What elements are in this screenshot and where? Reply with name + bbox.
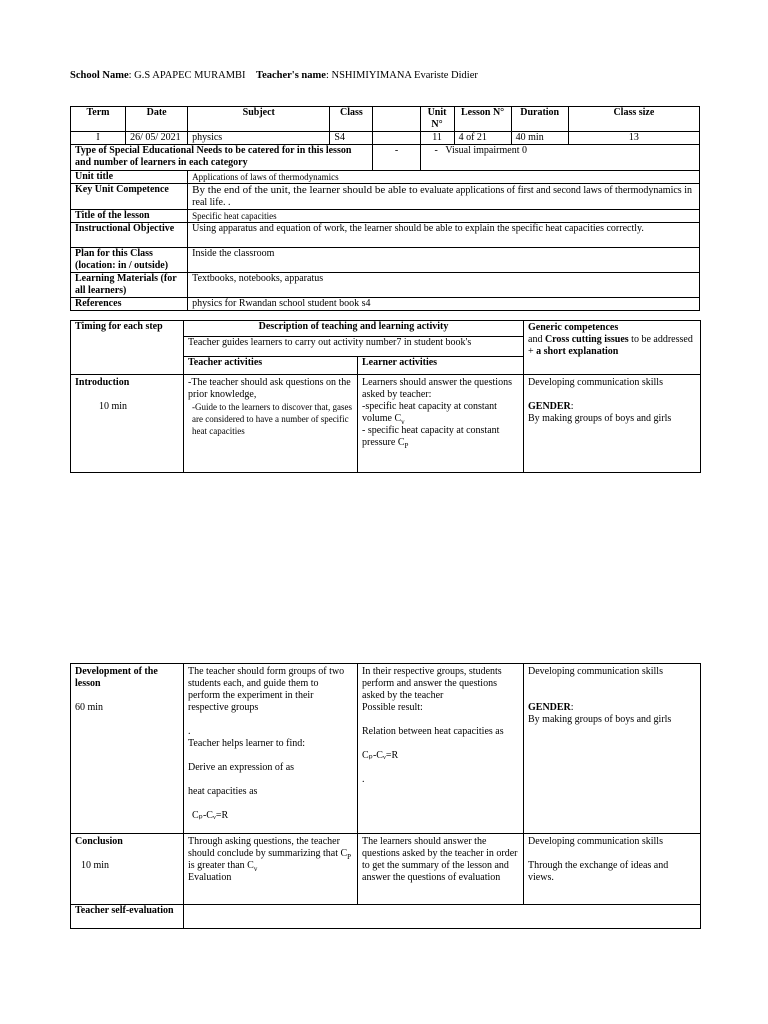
generic-header — [524, 321, 701, 375]
dev-generic-2: GENDER: — [528, 702, 574, 713]
dev-learner-dot: . — [362, 774, 365, 785]
class-size-header: Class size — [568, 107, 699, 132]
introduction-time: 10 min — [99, 401, 128, 412]
conclusion-generic — [524, 834, 701, 905]
guide-text: Teacher guides learners to carry out activity number7 in student book's — [184, 337, 524, 357]
unit-title-value: Applications of laws of thermodynamics — [188, 171, 700, 184]
header-line — [70, 70, 478, 81]
development-generic — [524, 664, 701, 834]
lesson-title-row — [71, 210, 700, 223]
teacher-label: Teacher's name — [256, 70, 326, 81]
special-needs-dash-2: - — [434, 145, 438, 156]
development-learner — [358, 664, 524, 834]
unit-value: 11 — [420, 132, 454, 145]
objective-value: Using apparatus and equation of work, the learner should be able to explain the specific heat capacities correctly. — [188, 223, 700, 248]
introduction-learner — [358, 375, 524, 473]
unit-title-label: Unit title — [71, 171, 188, 184]
development-time: 60 min — [75, 702, 104, 713]
lesson-header: Lesson N° — [454, 107, 511, 132]
conclusion-step — [71, 834, 184, 905]
conclusion-time: 10 min — [81, 860, 110, 871]
conclusion-teacher — [184, 834, 358, 905]
teacher-activities-header: Teacher activities — [184, 357, 358, 375]
intro-generic-3: By making groups of boys and girls — [528, 413, 672, 424]
duration-header: Duration — [511, 107, 568, 132]
class-header: Class — [330, 107, 373, 132]
references-value: physics for Rwandan school student book s4 — [188, 298, 700, 311]
timing-header: Timing for each step — [71, 321, 184, 375]
subject-value: physics — [188, 132, 330, 145]
date-header: Date — [126, 107, 188, 132]
special-needs-label: Type of Special Educational Needs to be catered for in this lesson and number of learners in each category — [71, 145, 373, 171]
key-competence-row — [71, 184, 700, 210]
introduction-teacher — [184, 375, 358, 473]
conclusion-label: Conclusion — [75, 836, 123, 847]
intro-learner-3: - specific heat capacity at constant pressure $C_P$ — [362, 425, 500, 450]
dev-generic-1: Developing communication skills — [528, 666, 663, 677]
key-competence-value — [188, 184, 700, 210]
plan-row — [71, 248, 700, 273]
empty-header-cell — [373, 107, 420, 132]
development-step — [71, 664, 184, 834]
concl-generic-2: Through the exchange of ideas and views. — [528, 860, 669, 883]
intro-learner-2: -specific heat capacity at constant volume $C_v$ — [362, 401, 497, 426]
special-needs-row — [71, 145, 700, 171]
activity-table-continued — [70, 663, 701, 929]
dev-learner-1: In their respective groups, students perform and answer the questions asked by the teacher — [362, 666, 502, 701]
dev-teacher-formula: Cₚ-Cᵥ=R — [192, 810, 229, 821]
special-needs-dash-1: - — [373, 145, 420, 171]
dev-learner-3: Relation between heat capacities as — [362, 726, 504, 737]
term-value: I — [71, 132, 126, 145]
generic-header-a: Generic competences — [528, 322, 619, 333]
introduction-row — [71, 375, 701, 473]
dev-teacher-2: Teacher helps learner to find: — [188, 738, 306, 749]
concl-teacher-1: Through asking questions, the teacher should conclude by summarizing that $C_P$ is greater than $C_v$ — [188, 836, 352, 873]
plan-value: Inside the classroom — [188, 248, 700, 273]
self-evaluation-value — [184, 905, 701, 929]
introduction-label: Introduction — [75, 377, 130, 388]
special-needs-value: Visual impairment 0 — [445, 145, 527, 156]
development-label: Development of the lesson — [75, 666, 158, 689]
lesson-info-table — [70, 106, 700, 311]
objective-row — [71, 223, 700, 248]
lesson-title-label: Title of the lesson — [71, 210, 188, 223]
references-label: References — [71, 298, 188, 311]
intro-learner-1: Learners should answer the questions asked by teacher: — [362, 377, 512, 400]
teacher-value: : NSHIMIYIMANA Evariste Didier — [325, 70, 478, 81]
key-competence-part-b: evaluate applications of first and second laws of thermodynamics in real life. . — [192, 185, 692, 208]
materials-label: Learning Materials (for all learners) — [71, 273, 188, 298]
dev-teacher-1: The teacher should form groups of two students each, and guide them to perform the experiment in their respective groups — [188, 666, 345, 713]
references-row — [71, 298, 700, 311]
dev-generic-3: By making groups of boys and girls — [528, 714, 672, 725]
class-size-value: 13 — [568, 132, 699, 145]
conclusion-learner — [358, 834, 524, 905]
learner-activities-header: Learner activities — [358, 357, 524, 375]
key-competence-part-a: By the end of the unit, the learner should be able to — [192, 184, 418, 196]
intro-generic-2: GENDER: — [528, 401, 574, 412]
key-competence-label: Key Unit Competence — [71, 184, 188, 210]
concl-generic-1: Developing communication skills — [528, 836, 663, 847]
intro-teacher-1: -The teacher should ask questions on the prior knowledge, — [188, 377, 351, 400]
plan-label: Plan for this Class (location: in / outside) — [71, 248, 188, 273]
conclusion-row — [71, 834, 701, 905]
introduction-generic — [524, 375, 701, 473]
self-evaluation-row — [71, 905, 701, 929]
dev-learner-formula: Cₚ-Cᵥ=R — [362, 750, 399, 761]
description-header: Description of teaching and learning activity — [184, 321, 524, 337]
materials-value: Textbooks, notebooks, apparatus — [188, 273, 700, 298]
special-needs-value-cell — [420, 145, 699, 171]
term-header: Term — [71, 107, 126, 132]
school-value: : G.S APAPEC MURAMBI — [128, 70, 246, 81]
info-header-row — [71, 107, 700, 132]
lesson-value: 4 of 21 — [454, 132, 511, 145]
info-value-row — [71, 132, 700, 145]
activity-table — [70, 320, 701, 473]
generic-header-c: Cross cutting issues — [544, 334, 629, 345]
concl-teacher-2: Evaluation — [188, 872, 232, 883]
concl-learner-1: The learners should answer the questions asked by the teacher in order to get the summary of the lesson and answer the questions of evaluation — [362, 836, 518, 883]
generic-header-b: and — [528, 334, 543, 345]
introduction-step — [71, 375, 184, 473]
self-evaluation-label: Teacher self-evaluation — [71, 905, 184, 929]
development-row — [71, 664, 701, 834]
intro-generic-1: Developing communication skills — [528, 377, 663, 388]
generic-header-e: a short explanation — [536, 346, 619, 357]
dev-teacher-4: heat capacities as — [188, 786, 258, 797]
dev-learner-2: Possible result: — [362, 702, 423, 713]
unit-header: Unit N° — [420, 107, 454, 132]
school-label: School Name — [70, 70, 129, 81]
materials-row — [71, 273, 700, 298]
class-value: S4 — [330, 132, 373, 145]
dev-teacher-3: Derive an expression of as — [188, 762, 295, 773]
intro-teacher-2: -Guide to the learners to discover that, gases are considered to have a number of specific heat capacities — [192, 402, 352, 436]
subject-header: Subject — [188, 107, 330, 132]
objective-label: Instructional Objective — [71, 223, 188, 248]
generic-header-d: to be addressed + — [528, 334, 693, 357]
unit-title-row — [71, 171, 700, 184]
development-teacher — [184, 664, 358, 834]
empty-value-cell — [373, 132, 420, 145]
date-value: 26/ 05/ 2021 — [126, 132, 188, 145]
dev-teacher-dot: . — [188, 726, 191, 737]
activity-header-row — [71, 321, 701, 337]
duration-value: 40 min — [511, 132, 568, 145]
lesson-title-value: Specific heat capacities — [188, 210, 700, 223]
